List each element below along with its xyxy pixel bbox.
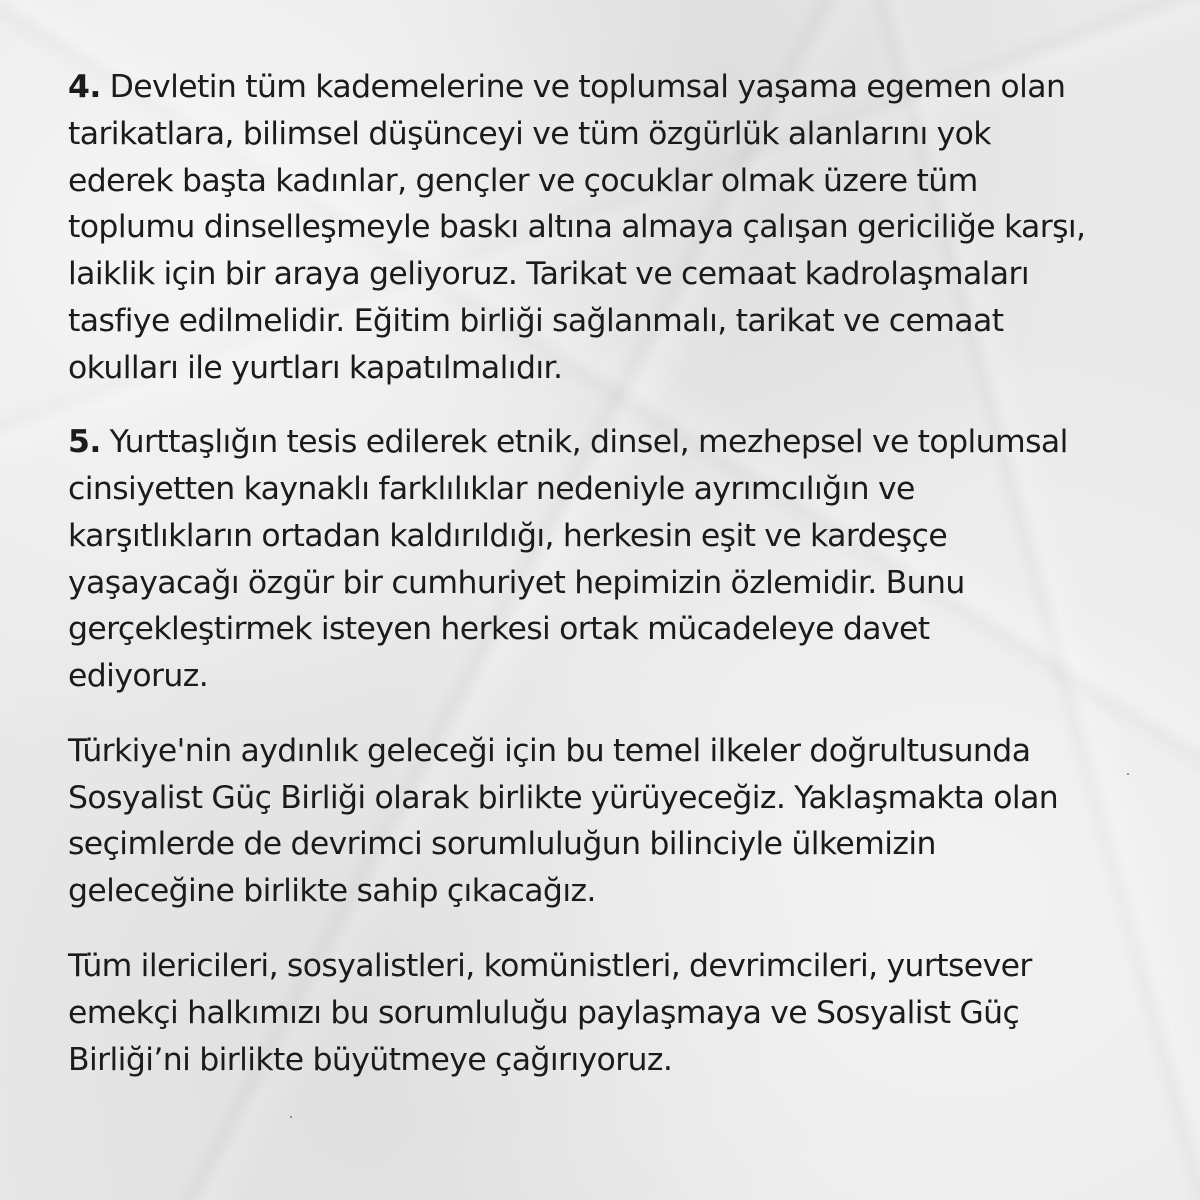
item-4-paragraph xyxy=(68,64,1148,391)
manifesto-text xyxy=(68,64,1148,1111)
paper-speck xyxy=(290,1116,292,1118)
item-4-number: 4. xyxy=(68,69,101,105)
item-4-text: Devletin tüm kademelerine ve toplumsal yaşama egemen olan tarikatlara, bilimsel düşünceyi ve tüm özgürlük alanlarını yok ederek başta kadınlar, gençler ve çocuklar olmak üzere tüm toplumu dinselleşmeyle baskı altına almaya çalışan gericiliğe karşı, laiklik için bir araya geliyoruz. Tarikat ve cemaat kadrolaşmaları tasfiye edilmelidir. Eğitim birliği sağlanmalı, tarikat ve cemaat okulları ile yurtları kapatılmalıdır. xyxy=(68,69,1086,386)
closing-paragraph-call: Tüm ilericileri, sosyalistleri, komünistleri, devrimcileri, yurtsever emekçi halkımızı bu sorumluluğu paylaşmaya ve Sosyalist Güç Birliği’ni birlikte büyütmeye çağırıyoruz. xyxy=(68,948,1032,1078)
item-5-text: Yurttaşlığın tesis edilerek etnik, dinsel, mezhepsel ve toplumsal cinsiyetten kaynaklı farklılıklar nedeniyle ayrımcılığın ve karşıtlıkların ortadan kaldırıldığı, herkesin eşit ve kardeşçe yaşayacağı özgür bir cumhuriyet hepimizin özlemidir. Bunu gerçekleştirmek isteyen herkesi ortak mücadeleye davet ediyoruz. xyxy=(68,424,1068,695)
closing-paragraph-future: Türkiye'nin aydınlık geleceği için bu temel ilkeler doğrultusunda Sosyalist Güç Birliği olarak birlikte yürüyeceğiz. Yaklaşmakta olan seçimlerde de devrimci sorumluluğun bilinciyle ülkemizin geleceğine birlikte sahip çıkacağız. xyxy=(68,732,1059,910)
item-5-number: 5. xyxy=(68,424,101,461)
item-5-paragraph xyxy=(68,419,1148,700)
